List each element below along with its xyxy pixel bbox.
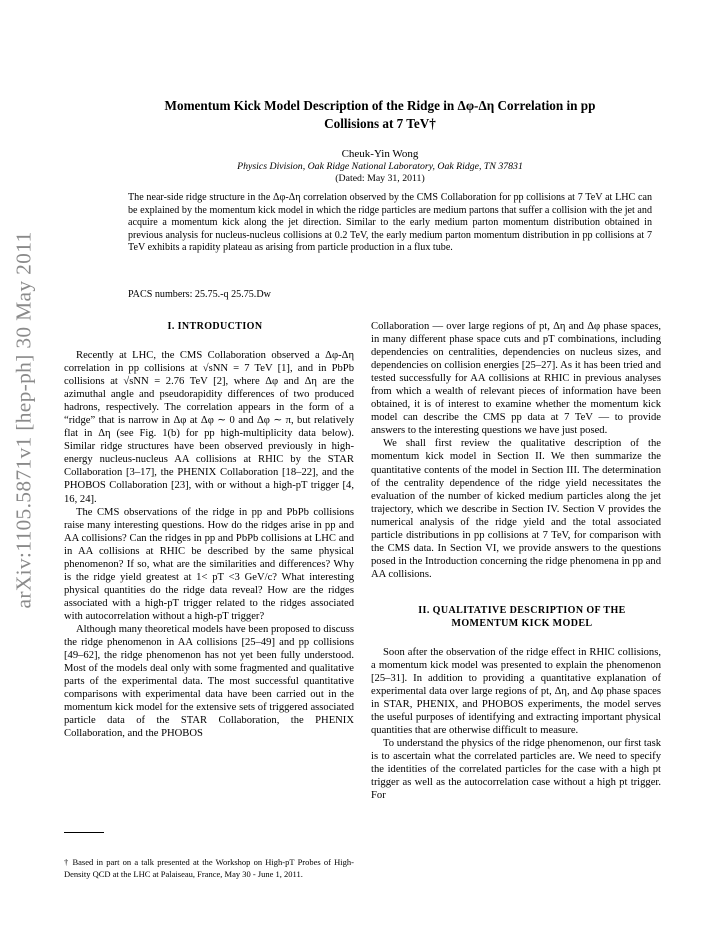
footnote: † Based in part on a talk presented at the Workshop on High-pT Probes of High-Density QCD at the LHC at Palaiseau, France, May 30 - June 1, 2011. xyxy=(64,857,354,879)
affiliation: Physics Division, Oak Ridge National Laboratory, Oak Ridge, TN 37831 xyxy=(237,161,523,172)
section-2-heading-line1: II. QUALITATIVE DESCRIPTION OF THE xyxy=(418,604,626,616)
paper-title-line2: Collisions at 7 TeV† xyxy=(324,116,436,131)
paper-title-line1: Momentum Kick Model Description of the Ridge in Δφ-Δη Correlation in pp xyxy=(164,98,596,113)
abstract: The near-side ridge structure in the Δφ-Δη correlation observed by the CMS Collaboration for pp collisions at 7 TeV at LHC can be explained by the momentum kick model in which the ridge particles are medium partons that suffer a collision with the jet and acquire a momentum kick along the jet direction. Similar to the early medium parton momentum distribution obtained in previous analysis for nucleus-nucleus collisions at 0.2 TeV, the early medium parton momentum distribution in pp collisions at 7 TeV exhibits a rapidity plateau as arising from particle production in a flux tube. xyxy=(128,192,652,254)
intro-paragraph-4: Collaboration — over large regions of pt, Δη and Δφ phase spaces, in many different phase space cuts and pT combinations, including dependencies on centralities, dependencies on nucleus sizes, and dependencies on collision energies [25–27]. As it has been tried and tested successfully for AA collisions at RHIC in previous analyses from which a wealth of relevant pieces of information have been obtained, it is of interest to examine whether the momentum kick model can describe the CMS pp data at 7 TeV — to provide answers to the interesting questions we have just posed. xyxy=(371,321,661,437)
intro-paragraph-3: Although many theoretical models have been proposed to discuss the ridge phenomenon in AA collisions [25–49] and pp collisions [49–62], the ridge phenomenon has not yet been fully understood. Most of the models deal only with some fragmented and qualitative parts of the experimental data. The most successful quantitative comparisons with experimental data have been carried out in the momentum kick model for the extensive sets of triggered associated particle data of the STAR Collaboration, the PHENIX Collaboration, and the PHOBOS xyxy=(64,623,354,740)
arxiv-identifier xyxy=(4,200,44,640)
section-1-heading: I. INTRODUCTION xyxy=(167,321,263,332)
intro-paragraph-2: The CMS observations of the ridge in pp and PbPb collisions raise many interesting questions. How do the ridges arise in pp and AA collisions? Can the ridges in pp and PbPb collisions at LHC and in AA collisions at RHIC be described by the same physical phenomenon? If so, what are the similarities and differences? Why is the ridge yield greatest at 1< pT <3 GeV/c? What interesting physical quantities do the ridge data reveal? How are the ridges associated with a high-pT trigger related to the ridges associated with autocorrelation without a high-pT trigger? xyxy=(64,506,354,622)
section-2-paragraph-2: To understand the physics of the ridge phenomenon, our first task is to ascertain what the correlated particles are. We need to specify the identities of the correlated particles for the case with a high pt trigger as well as the autocorrelation case without a high pt trigger. For xyxy=(371,738,661,802)
date-line: (Dated: May 31, 2011) xyxy=(335,173,425,184)
section-2-paragraph-1: Soon after the observation of the ridge effect in RHIC collisions, a momentum kick model was presented to explain the phenomenon [25–31]. In addition to providing a quantitative explanation of experimental data over large regions of pt, Δη, and Δφ phase spaces in STAR, PHENIX, and PHOBOS experiments, the model serves the useful purposes of identifying and extracting important physical quantities that are otherwise difficult to measure. xyxy=(371,646,661,737)
pacs-numbers: PACS numbers: 25.75.-q 25.75.Dw xyxy=(128,289,271,300)
left-column xyxy=(64,320,354,740)
arxiv-id-text: arXiv:1105.5871v1 [hep-ph] 30 May 2011 xyxy=(11,231,36,609)
footnote-rule xyxy=(64,832,104,833)
intro-paragraph-1: Recently at LHC, the CMS Collaboration observed a Δφ-Δη correlation in pp collisions at √sNN = 7 TeV [1], and in PbPb collisions at √sNN = 2.76 TeV [2], where Δφ and Δη are the azimuthal angle and pseudorapidity differences of two produced hadrons, respectively. The correlation appears in the form of a “ridge” that is narrow in Δφ at Δφ ∼ 0 and Δφ ∼ π, but relatively flat in Δη (see Fig. 1(b) for pp high-multiplicity data below). Similar ridge structures have been observed previously in high-energy nucleus-nucleus AA collisions at RHIC by the STAR Collaboration [3–17], the PHENIX Collaboration [18–22], and the PHOBOS Collaboration [23], with or without a high-pT trigger [4, 16, 24]. xyxy=(64,350,354,505)
right-column xyxy=(371,320,661,803)
author: Cheuk-Yin Wong xyxy=(341,148,419,160)
section-2-heading-line2: MOMENTUM KICK MODEL xyxy=(451,617,593,629)
intro-paragraph-5: We shall first review the qualitative description of the momentum kick model in Section II. We then summarize the quantitative contents of the model in Section III. The determination of the centrality dependence of the ridge yield necessitates the evaluation of the number of kicked medium particles along the jet trajectory, which we describe in Section IV. Section V provides the numerical analysis of the ridge yield and the total associated particle distributions in pp collisions at 7 TeV, for comparison with the CMS data. In Section VI, we provide answers to the questions posed in the Introduction concerning the ridge phenomena in pp and AA collisions. xyxy=(371,438,661,580)
